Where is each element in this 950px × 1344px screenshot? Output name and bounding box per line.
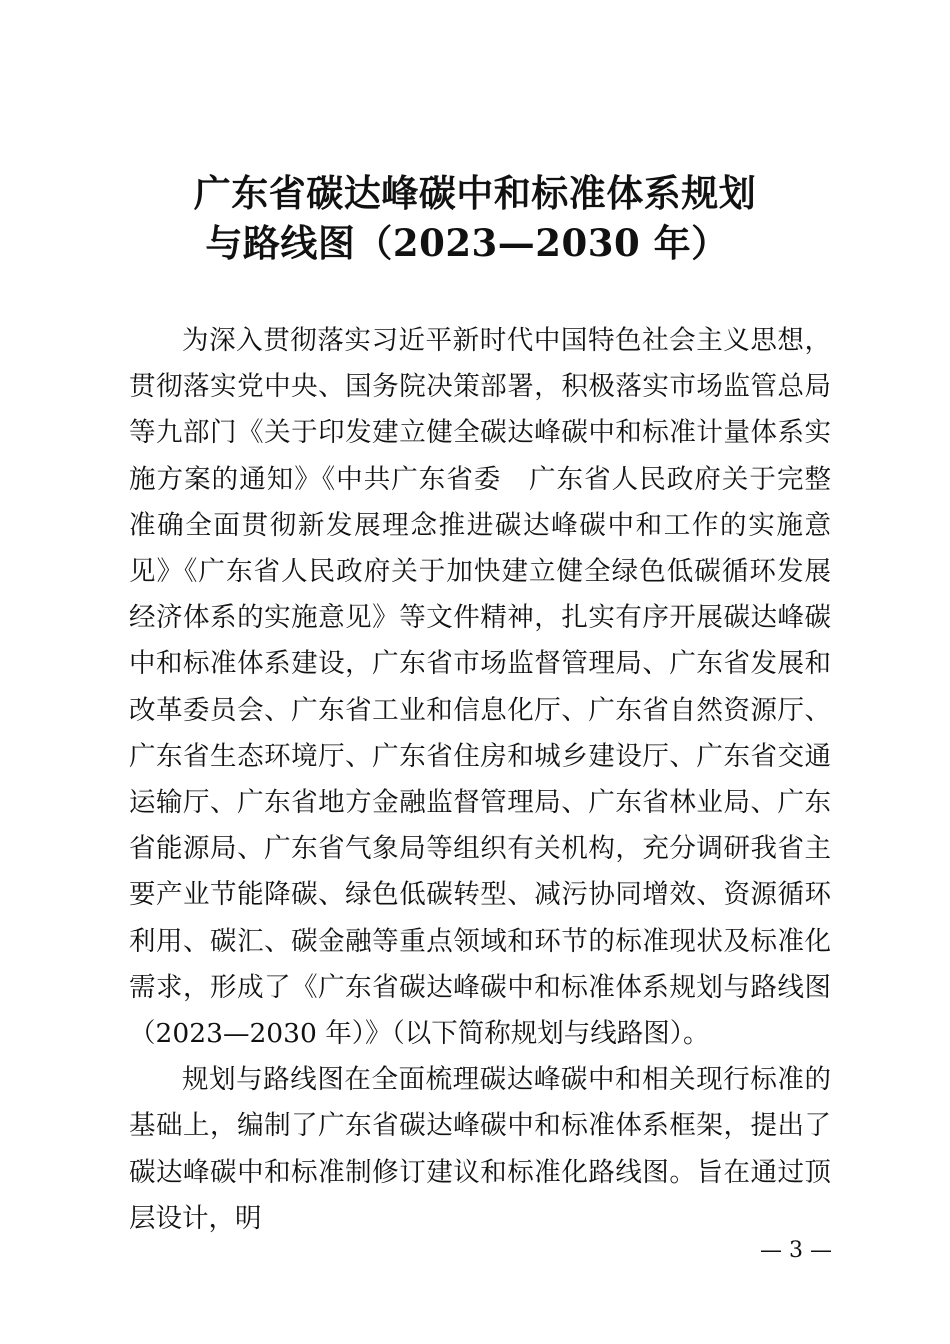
- paragraph-1: 为深入贯彻落实习近平新时代中国特色社会主义思想，贯彻落实党中央、国务院决策部署，积极落实市场监管总局等九部门《关于印发建立健全碳达峰碳中和标准计量体系实施方案的通知》《中共广东省委 广东省人民政府关于完整准确全面贯彻新发展理念推进碳达峰碳中和工作的实施意见》《广东省人民政府关于加快建立健全绿色低碳循环发展经济体系的实施意见》等文件精神，扎实有序开展碳达峰碳中和标准体系建设，广东省市场监督管理局、广东省发展和改革委员会、广东省工业和信息化厅、广东省自然资源厅、广东省生态环境厅、广东省住房和城乡建设厅、广东省交通运输厅、广东省地方金融监督管理局、广东省林业局、广东省能源局、广东省气象局等组织有关机构，充分调研我省主要产业节能降碳、绿色低碳转型、减污协同增效、资源循环利用、碳汇、碳金融等重点领域和环节的标准现状及标准化需求，形成了《广东省碳达峰碳中和标准体系规划与路线图（2023—2030 年）》（以下简称规划与线路图）。: [129, 325, 831, 1050]
- page-number: — 3 —: [760, 1238, 832, 1263]
- title-line-2: 与路线图（2023—2030 年）: [205, 221, 729, 265]
- document-body: [129, 318, 831, 1242]
- paragraph-2: 规划与路线图在全面梳理碳达峰碳中和相关现行标准的基础上，编制了广东省碳达峰碳中和标准体系框架，提出了碳达峰碳中和标准制修订建议和标准化路线图。旨在通过顶层设计，明: [129, 1064, 831, 1234]
- document-title: [0, 168, 950, 268]
- title-line-1: 广东省碳达峰碳中和标准体系规划: [193, 171, 757, 215]
